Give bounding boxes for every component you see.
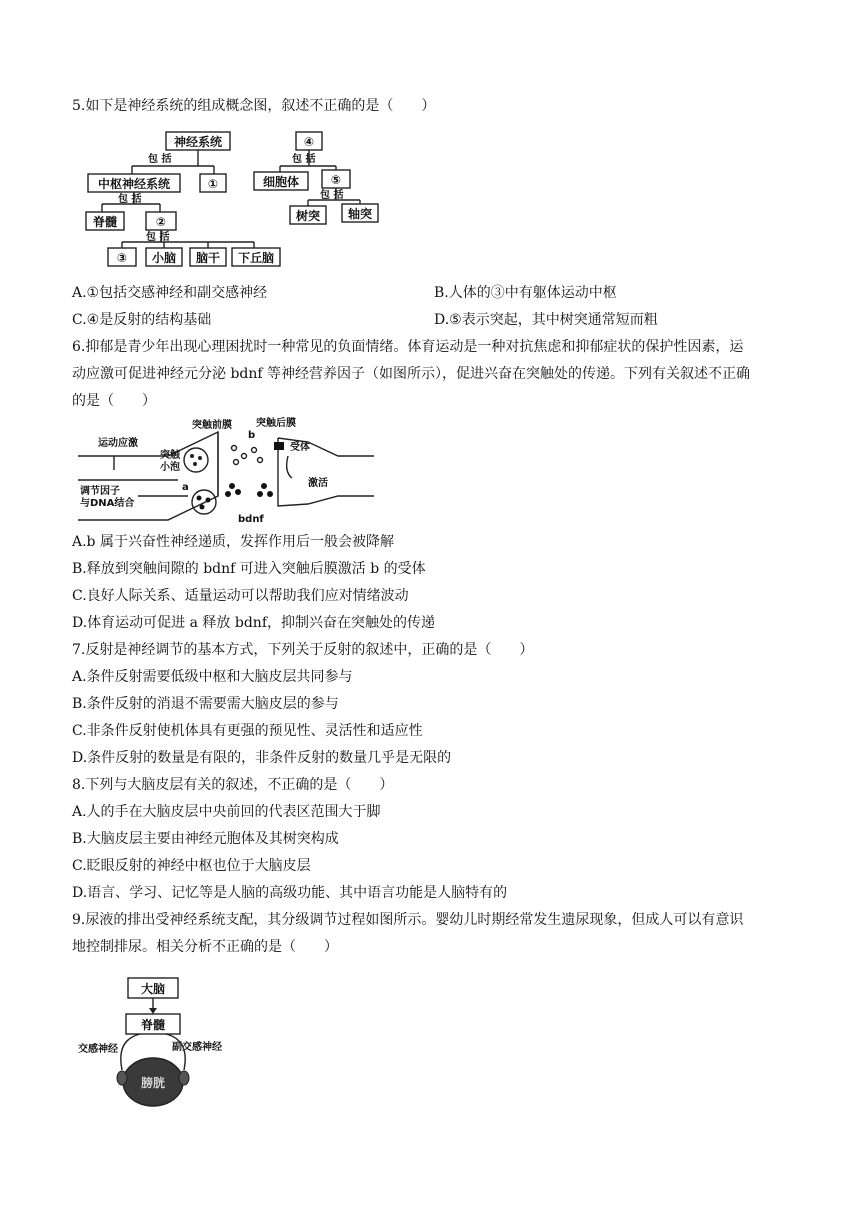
fig6-exercise-stress: 运动应激 xyxy=(98,438,138,449)
q6-option-d: D.体育运动可促进 a 释放 bdnf，抑制兴奋在突触处的传递 xyxy=(72,615,435,631)
fig5-spinal-cord: 脊髓 xyxy=(92,215,118,229)
fig5-axon: 轴突 xyxy=(347,207,373,221)
fig5-circle4: ④ xyxy=(303,135,315,149)
q5-option-d: D.⑤表示突起，其中树突通常短而粗 xyxy=(434,312,658,328)
fig5-include-2: 包 括 xyxy=(292,154,316,165)
q6-option-c: C.良好人际关系、适量运动可以帮助我们应对情绪波动 xyxy=(72,588,409,604)
q8-option-c: C.眨眼反射的神经中枢也位于大脑皮层 xyxy=(72,858,311,874)
fig9-sympathetic: 交感神经 xyxy=(78,1044,118,1055)
fig5-dendrite: 树突 xyxy=(295,209,321,223)
q7-option-c: C.非条件反射使机体具有更强的预见性、灵活性和适应性 xyxy=(72,723,423,739)
q6-stem-line2: 动应激可促进神经元分泌 bdnf 等神经营养因子（如图所示），促进兴奋在突触处的传递。下列有关叙述不正确 xyxy=(72,366,751,382)
q6-stem-line3: 的是（ ） xyxy=(72,393,156,409)
q6-option-b: B.释放到突触间隙的 bdnf 可进入突触后膜激活 b 的受体 xyxy=(72,561,426,577)
q7-option-b: B.条件反射的消退不需要需大脑皮层的参与 xyxy=(72,696,339,712)
fig9-spinal-cord: 脊髓 xyxy=(140,1018,166,1032)
q9-stem-line1: 9.尿液的排出受神经系统支配，其分级调节过程如图所示。婴幼儿时期经常发生遗尿现象，但成人可以有意识 xyxy=(72,912,744,928)
fig5-include-4: 包 括 xyxy=(320,190,344,201)
fig9-bladder: 膀胱 xyxy=(140,1076,166,1090)
fig9-brain: 大脑 xyxy=(140,982,166,996)
q5-option-a: A.①包括交感神经和副交感神经 xyxy=(72,285,268,301)
q8-option-b: B.大脑皮层主要由神经元胞体及其树突构成 xyxy=(72,831,339,847)
fig5-cell-body: 细胞体 xyxy=(262,175,300,189)
fig6-label-b: b xyxy=(248,430,256,441)
fig6-vesicle-1: 突触 xyxy=(160,450,180,461)
q5-stem: 5.如下是神经系统的组成概念图，叙述不正确的是（ ） xyxy=(72,98,436,114)
fig6-bdnf: bdnf xyxy=(238,514,264,525)
fig6-activate: 激活 xyxy=(308,478,328,489)
q7-stem: 7.反射是神经调节的基本方式，下列关于反射的叙述中，正确的是（ ） xyxy=(72,642,534,658)
fig6-regulator-2: 与DNA结合 xyxy=(80,498,135,509)
fig6-vesicle-2: 小泡 xyxy=(160,462,180,473)
fig5-circle2: ② xyxy=(155,215,167,229)
fig6-regulator-1: 调节因子 xyxy=(80,486,120,497)
q8-option-d: D.语言、学习、记忆等是人脑的高级功能、其中语言功能是人脑特有的 xyxy=(72,885,508,901)
fig6-presynaptic: 突触前膜 xyxy=(192,420,232,431)
q6-synapse-diagram xyxy=(78,416,378,526)
fig5-cerebellum: 小脑 xyxy=(151,251,177,265)
fig5-circle5: ⑤ xyxy=(330,173,342,187)
fig9-parasympathetic: 副交感神经 xyxy=(172,1042,222,1053)
q9-stem-line2: 地控制排尿。相关分析不正确的是（ ） xyxy=(72,939,338,955)
fig5-brainstem: 脑干 xyxy=(195,251,221,265)
fig6-receptor: 受体 xyxy=(290,442,310,453)
q6-option-a: A.b 属于兴奋性神经递质，发挥作用后一般会被降解 xyxy=(72,534,394,550)
q8-stem: 8.下列与大脑皮层有关的叙述，不正确的是（ ） xyxy=(72,777,394,793)
q8-option-a: A.人的手在大脑皮层中央前回的代表区范围大于脚 xyxy=(72,804,381,820)
q5-concept-diagram xyxy=(84,128,394,270)
q6-stem-line1: 6.抑郁是青少年出现心理困扰时一种常见的负面情绪。体育运动是一种对抗焦虑和抑郁症状的保护性因素，运 xyxy=(72,339,744,355)
fig5-nervous-system: 神经系统 xyxy=(173,135,223,149)
q5-option-c: C.④是反射的结构基础 xyxy=(72,312,212,328)
fig5-circle3: ③ xyxy=(116,251,128,265)
fig5-include-5: 包 括 xyxy=(146,232,170,243)
fig5-hypothalamus: 下丘脑 xyxy=(237,251,275,265)
q5-option-b: B.人体的③中有躯体运动中枢 xyxy=(434,285,617,301)
q7-option-d: D.条件反射的数量是有限的，非条件反射的数量几乎是无限的 xyxy=(72,750,452,766)
q9-urination-diagram xyxy=(76,972,246,1112)
fig5-circle1: ① xyxy=(207,177,219,191)
fig6-postsynaptic: 突触后膜 xyxy=(256,418,296,429)
fig5-include-3: 包 括 xyxy=(118,194,142,205)
q7-option-a: A.条件反射需要低级中枢和大脑皮层共同参与 xyxy=(72,669,353,685)
fig5-cns: 中枢神经系统 xyxy=(97,177,171,191)
fig5-include-1: 包 括 xyxy=(148,154,172,165)
fig6-label-a: a xyxy=(182,482,189,493)
